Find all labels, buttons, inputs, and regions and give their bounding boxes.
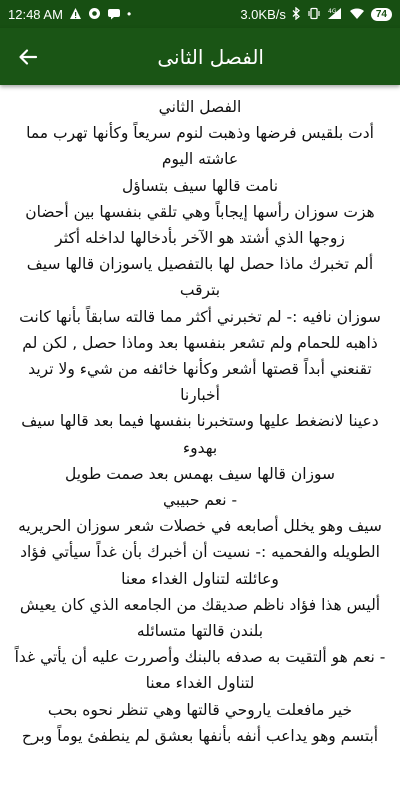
network-speed: 3.0KB/s — [240, 6, 286, 22]
paragraph: خير مافعلت ياروحي قالتها وهي تنظر نحوه بحب — [47, 700, 353, 719]
battery-level: 74 — [375, 8, 387, 20]
status-time: 12:48 AM — [8, 6, 63, 22]
paragraph: سوزان قالها سيف بهمس بعد صمت طويل — [64, 464, 335, 483]
page-title: الفصل الثانى — [157, 44, 264, 69]
paragraph: أبتسم وهو يداعب أنفه بأنفها بعشق لم ينطفئ يوماً وبرح — [21, 726, 379, 745]
vibrate-icon — [307, 7, 321, 22]
svg-text:4G: 4G — [327, 7, 337, 15]
back-button[interactable] — [0, 28, 56, 85]
arrow-back-icon — [18, 47, 38, 67]
status-bar — [0, 0, 400, 28]
paragraph: - نعم هو ألتقيت به صدفه بالبنك وأصررت عليه أن يأتي غداً لتناول الغداء معنا — [14, 648, 386, 693]
paragraph: سوزان نافيه :- لم تخبرني أكثر مما قالته سابقاً بأنها كانت ذاهبه للحمام ولم تشعر بنفسها بعد وماذا حصل , لكن لم تقنعني أبداً قصتها أشعر وكأنها خائفه من شيء ولا تريد أخبارنا — [19, 307, 381, 405]
notification-icon — [88, 7, 101, 22]
chapter-text — [0, 85, 400, 749]
paragraph: نامت قالها سيف بتساؤل — [121, 176, 279, 195]
paragraph: الفصل الثاني — [158, 98, 242, 116]
paragraph: ألم تخبرك ماذا حصل لها بالتفصيل ياسوزان قالها سيف بترقب — [26, 255, 374, 300]
paragraph: سيف وهو يخلل أصابعه في خصلات شعر سوزان الحريريه الطويله والفحميه :- نسيت أن أخبرك بأن غداً سيأتي فؤاد وعائلته لتناول الغداء معنا — [18, 517, 382, 588]
alert-icon — [69, 7, 82, 22]
message-icon — [107, 7, 121, 22]
paragraph: أليس هذا فؤاد ناظم صديقك من الجامعه الذي كان يعيش بلندن قالتها متسائله — [19, 595, 381, 641]
wifi-icon — [349, 7, 365, 22]
battery-icon — [371, 8, 392, 21]
chapter-content[interactable] — [0, 85, 400, 800]
signal-icon — [327, 7, 343, 22]
bluetooth-icon — [292, 7, 301, 22]
app-bar — [0, 28, 400, 85]
status-right — [240, 7, 400, 22]
paragraph: هزت سوزان رأسها إيجاباً وهي تلقي بنفسها بين أحضان زوجها الذي أشتد هو الآخر بأدخالها لداخله أكثر — [25, 202, 375, 248]
status-left — [0, 7, 131, 22]
paragraph: - نعم حبيبي — [162, 491, 238, 510]
more-dots-icon: • — [126, 7, 132, 21]
paragraph: دعينا لانضغط عليها وستخبرنا بنفسها فيما بعد قالها سيف بهدوء — [21, 412, 379, 457]
paragraph: أدت بلقيس فرضها وذهبت لنوم سريعاً وكأنها تهرب مما عاشته اليوم — [26, 124, 374, 169]
